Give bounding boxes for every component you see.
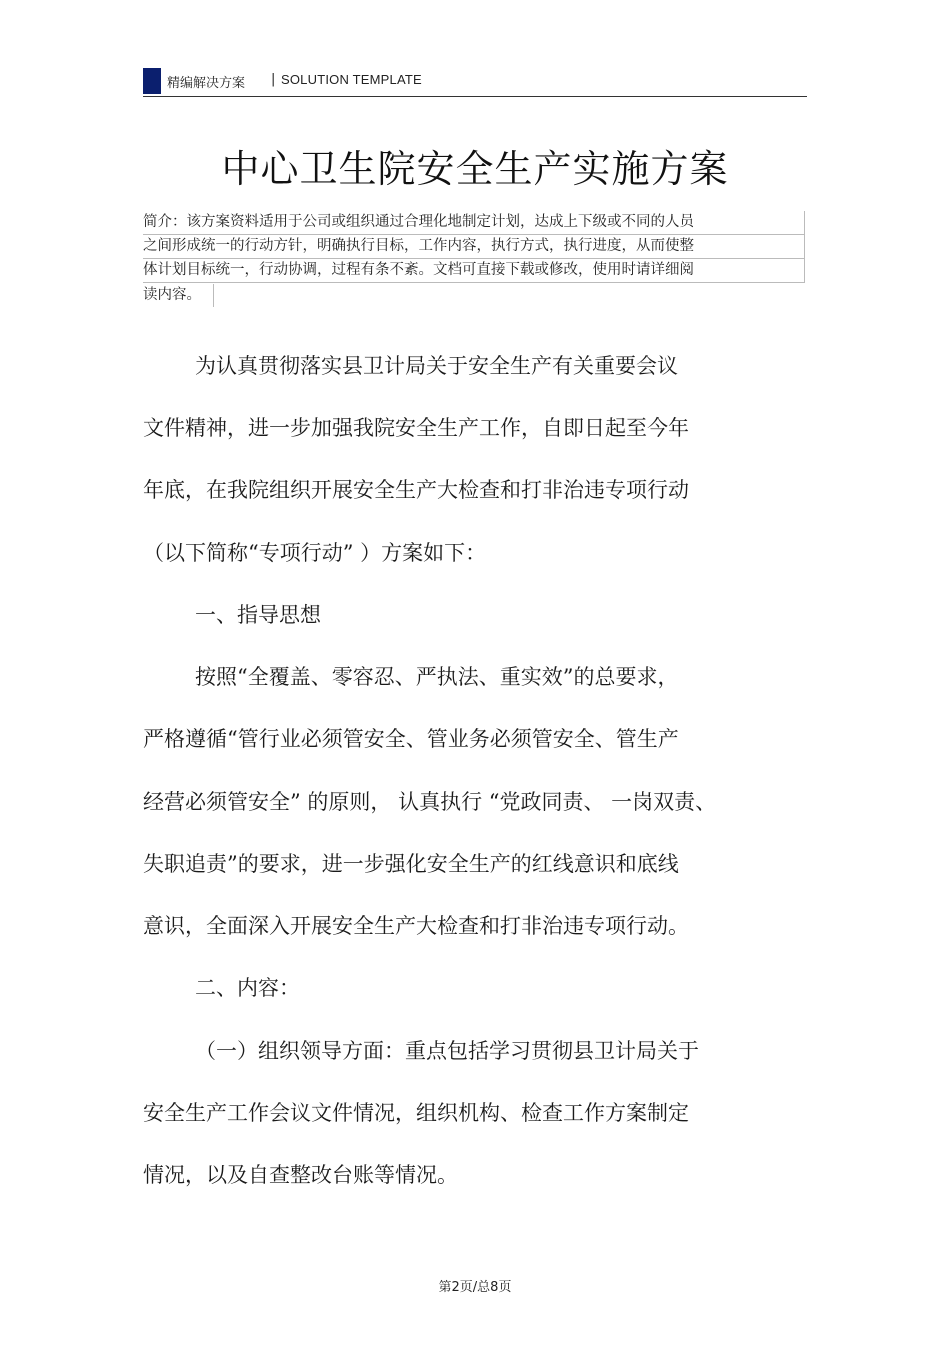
document-title: 中心卫生院安全生产实施方案 xyxy=(221,147,729,191)
header-tag: SOLUTION TEMPLATE xyxy=(281,72,422,87)
page-number: 第2页/总8页 xyxy=(438,1280,512,1295)
intro-line: 读内容。 xyxy=(143,284,214,307)
header-brand: 精编解决方案 xyxy=(167,76,246,91)
intro-line: 之间形成统一的行动方针，明确执行目标，工作内容，执行方式，执行进度，从而使整 xyxy=(143,235,805,259)
body-paragraph-line: 失职追责”的要求，进一步强化安全生产的红线意识和底线 xyxy=(143,852,679,876)
body-paragraph-line: 意识，全面深入开展安全生产大检查和打非治违专项行动。 xyxy=(143,914,689,938)
body-paragraph-line: 经营必须管安全” 的原则， 认真执行 “党政同责、 一岗双责、 xyxy=(143,790,717,814)
body-paragraph-line: 年底，在我院组织开展安全生产大检查和打非治违专项行动 xyxy=(143,478,689,502)
body-paragraph-line: 安全生产工作会议文件情况，组织机构、检查工作方案制定 xyxy=(143,1101,689,1125)
logo-icon xyxy=(143,68,161,94)
section-heading: 一、指导思想 xyxy=(195,603,321,627)
body-paragraph-line: 按照“全覆盖、零容忍、严执法、重实效”的总要求， xyxy=(195,665,679,689)
body-paragraph-line: 文件精神，进一步加强我院安全生产工作，自即日起至今年 xyxy=(143,416,689,440)
page-header xyxy=(143,66,807,97)
body-paragraph-line: （以下简称“专项行动” ）方案如下： xyxy=(143,541,487,565)
intro-line: 简介：该方案资料适用于公司或组织通过合理化地制定计划，达成上下级或不同的人员 xyxy=(143,211,805,235)
section-heading: 二、内容： xyxy=(195,976,300,1000)
body-paragraph-line: （一）组织领导方面：重点包括学习贯彻县卫计局关于 xyxy=(195,1039,699,1063)
body-paragraph-line: 严格遵循“管行业必须管安全、管业务必须管安全、管生产 xyxy=(143,727,679,751)
body-paragraph-line: 为认真贯彻落实县卫计局关于安全生产有关重要会议 xyxy=(195,354,678,378)
header-separator: | xyxy=(271,72,276,87)
intro-line: 体计划目标统一，行动协调，过程有条不紊。文档可直接下载或修改，使用时请详细阅 xyxy=(143,259,805,283)
body-paragraph-line: 情况，以及自查整改台账等情况。 xyxy=(143,1163,458,1187)
